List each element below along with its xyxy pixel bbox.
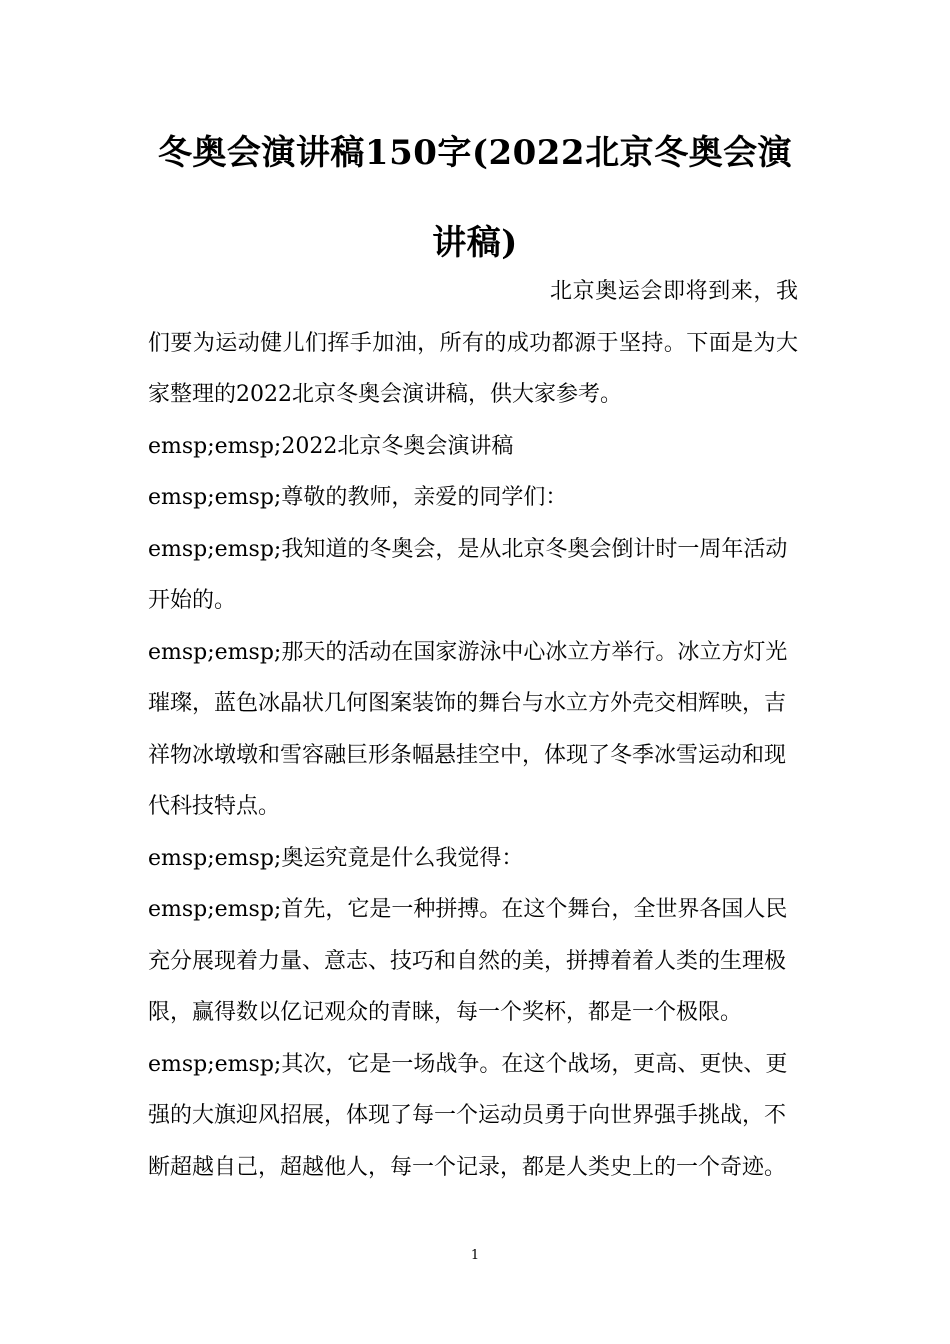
- intro-paragraph: 北京奥运会即将到来，我们要为运动健儿们挥手加油，所有的成功都源于坚持。下面是为大家整理的2022北京冬奥会演讲稿，供大家参考。: [148, 279, 798, 407]
- paragraph-question: emsp;emsp;奥运究竟是什么我觉得：: [148, 845, 524, 871]
- paragraph-greeting: emsp;emsp;尊敬的教师，亲爱的同学们：: [148, 485, 568, 510]
- paragraph-speech-heading: emsp;emsp;2022北京冬奥会演讲稿: [148, 433, 514, 459]
- document-body: [148, 266, 798, 1193]
- document-title: 冬奥会演讲稿150字(2022北京冬奥会演讲稿): [157, 133, 793, 263]
- page-number: 1: [470, 1248, 480, 1263]
- paragraph-first-point: emsp;emsp;首先，它是一种拼搏。在这个舞台，全世界各国人民充分展现着力量、意志、技巧和自然的美，拼搏着着人类的生理极限，赢得数以亿记观众的青睐，每一个奖杯，都是一个极限。: [148, 897, 788, 1025]
- paragraph-second-point: emsp;emsp;其次，它是一场战争。在这个战场，更高、更快、更强的大旗迎风招展，体现了每一个运动员勇于向世界强手挑战，不断超越自己，超越他人，每一个记录，都是人类史上的一个奇迹。: [148, 1051, 788, 1180]
- paragraph-countdown: emsp;emsp;我知道的冬奥会，是从北京冬奥会倒计时一周年活动开始的。: [148, 536, 788, 613]
- paragraph-ice-cube: emsp;emsp;那天的活动在国家游泳中心冰立方举行。冰立方灯光璀璨，蓝色冰晶状几何图案装饰的舞台与水立方外壳交相辉映，吉祥物冰墩墩和雪容融巨形条幅悬挂空中，体现了冬季冰雪运动和现代科技特点。: [148, 639, 788, 819]
